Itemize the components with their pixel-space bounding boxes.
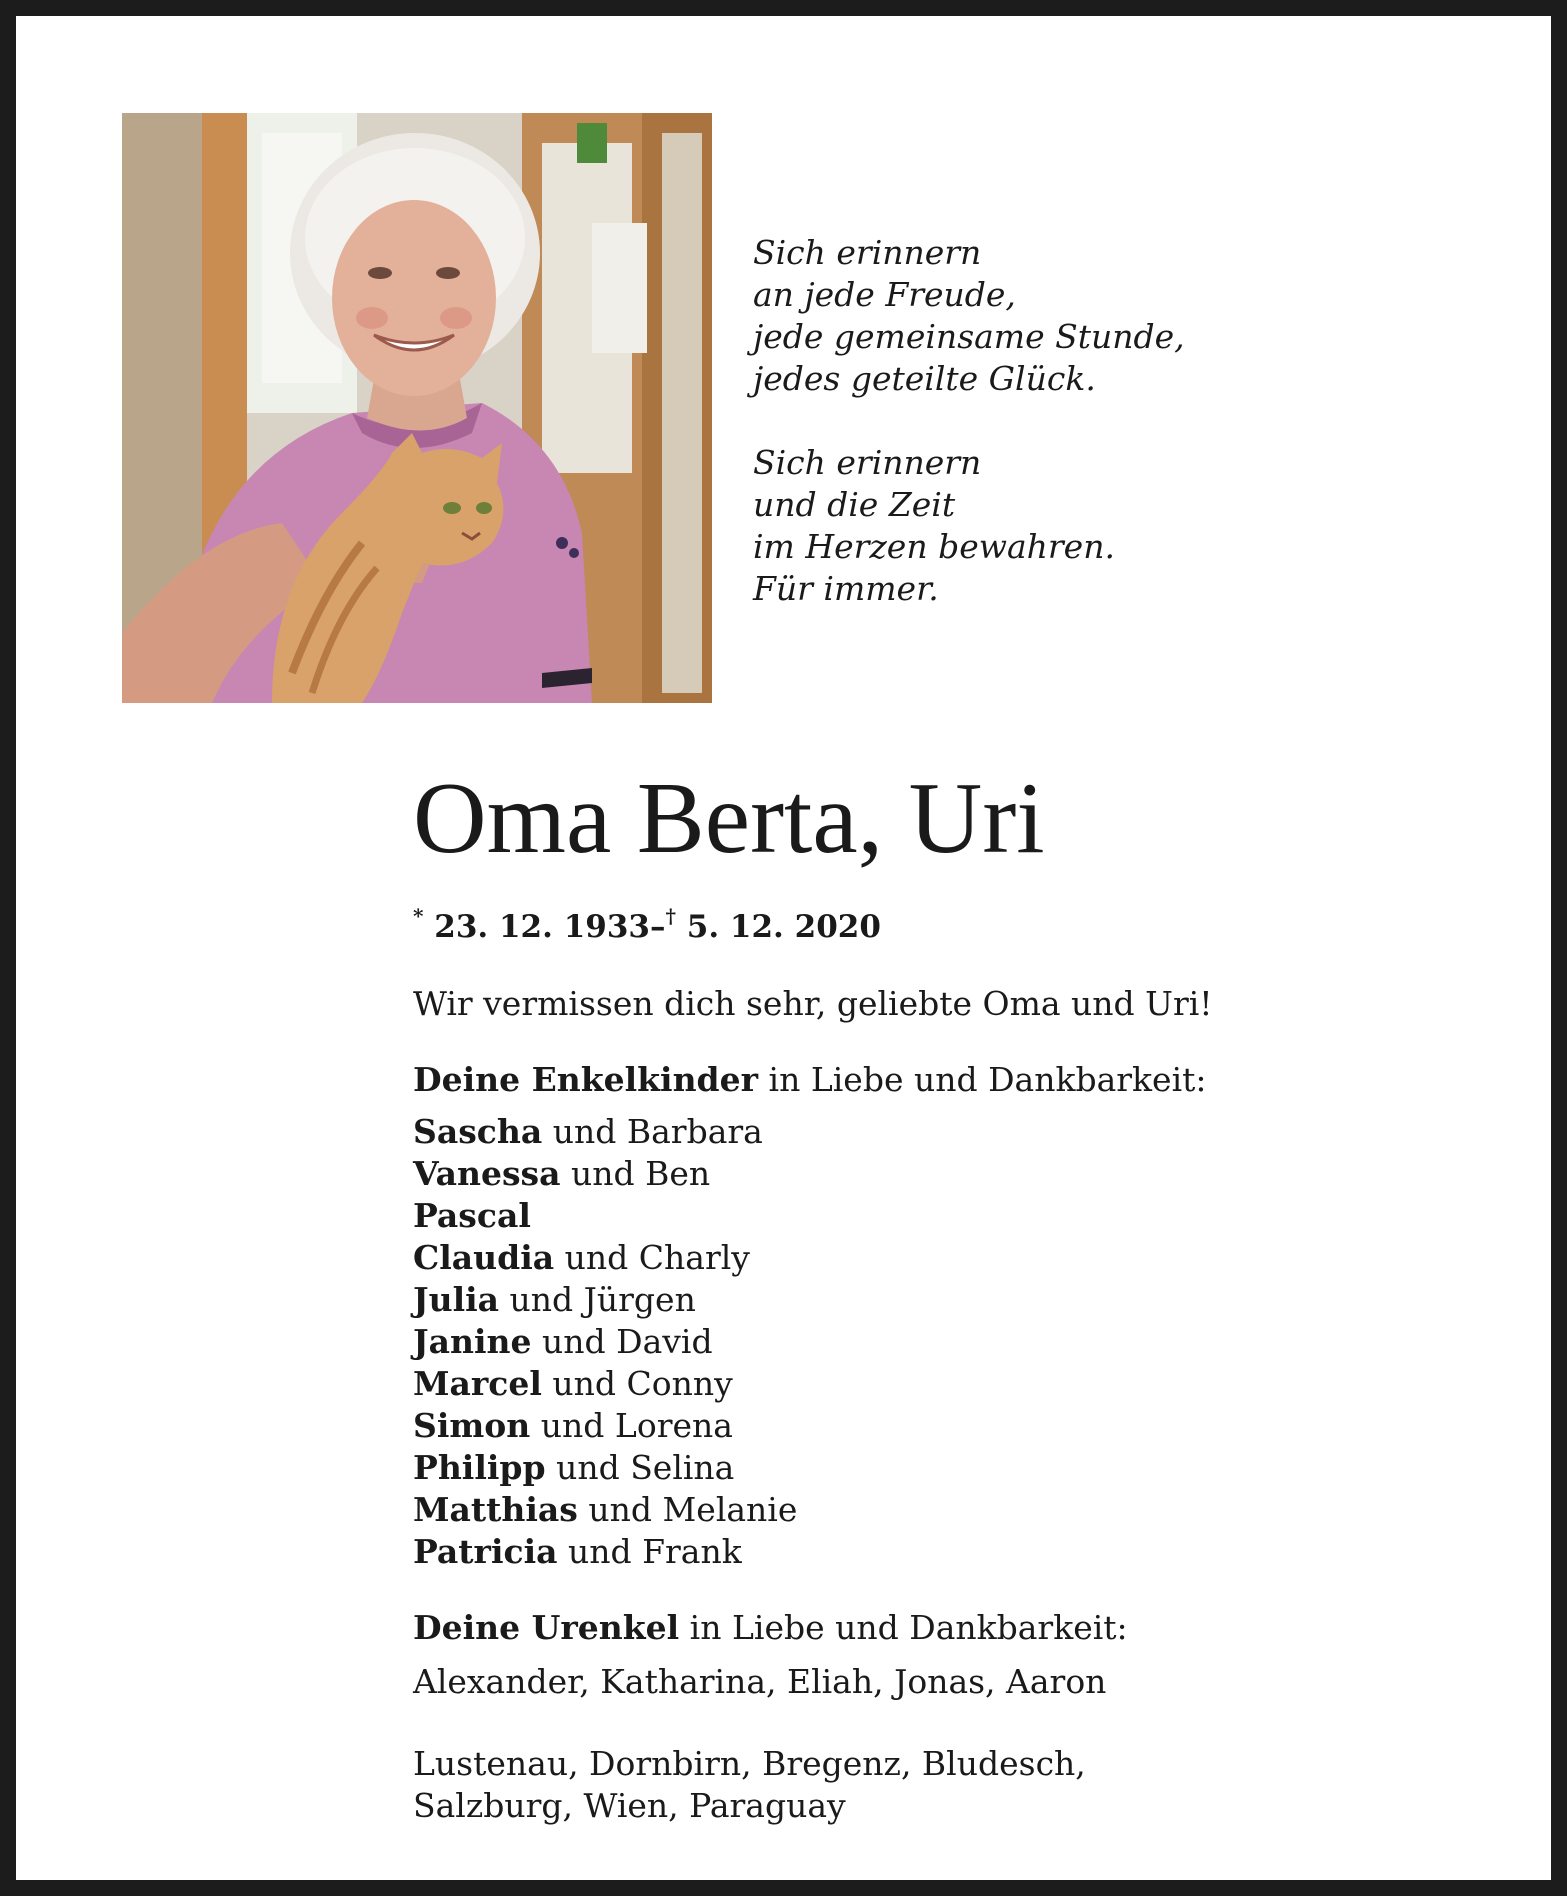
- great-grandchildren-heading-bold: Deine Urenkel: [413, 1608, 680, 1647]
- obituary-content: [413, 764, 1513, 1827]
- list-item: [413, 1489, 1513, 1531]
- places-line: Lustenau, Dornbirn, Bregenz, Bludesch,: [413, 1744, 1086, 1783]
- great-grandchildren-heading: [413, 1607, 1513, 1649]
- grandchild-name: Vanessa: [413, 1154, 561, 1193]
- partner-name: und Charly: [554, 1238, 750, 1277]
- memorial-poem: [753, 232, 1185, 652]
- poem-line: Sich erinnern: [753, 233, 982, 272]
- list-item: [413, 1111, 1513, 1153]
- list-item: [413, 1237, 1513, 1279]
- list-item: [413, 1321, 1513, 1363]
- deceased-name: Oma Berta, Uri: [413, 762, 1045, 875]
- great-grandchildren-names: Alexander, Katharina, Eliah, Jonas, Aaron: [413, 1662, 1107, 1701]
- grandchildren-heading: [413, 1059, 1513, 1101]
- poem-stanza-2: [753, 442, 1185, 610]
- partner-name: und Frank: [557, 1532, 742, 1571]
- death-date: 5. 12. 2020: [686, 909, 881, 945]
- memorial-message: Wir vermissen dich sehr, geliebte Oma und Uri!: [413, 984, 1213, 1023]
- grandchild-name: Claudia: [413, 1238, 555, 1277]
- poem-line: Sich erinnern: [753, 443, 982, 482]
- partner-name: und David: [531, 1322, 713, 1361]
- places-line: Salzburg, Wien, Paraguay: [413, 1786, 846, 1825]
- list-item: [413, 1279, 1513, 1321]
- partner-name: und Melanie: [577, 1490, 798, 1529]
- partner-name: und Selina: [545, 1448, 735, 1487]
- death-symbol: †: [665, 904, 676, 928]
- list-item: [413, 1405, 1513, 1447]
- birth-date: 23. 12. 1933: [434, 909, 650, 945]
- grandchild-name: Philipp: [413, 1448, 546, 1487]
- poem-line: an jede Freude,: [753, 275, 1016, 314]
- grandchildren-heading-bold: Deine Enkelkinder: [413, 1060, 759, 1099]
- life-dates: [413, 896, 1513, 947]
- birth-symbol: *: [413, 904, 424, 928]
- grandchild-name: Marcel: [413, 1364, 542, 1403]
- partner-name: und Conny: [541, 1364, 733, 1403]
- great-grandchildren-heading-rest: in Liebe und Dankbarkeit:: [679, 1608, 1128, 1647]
- grandchild-name: Sascha: [413, 1112, 543, 1151]
- grandchild-name: Matthias: [413, 1490, 578, 1529]
- partner-name: und Lorena: [530, 1406, 733, 1445]
- grandchild-name: Patricia: [413, 1532, 558, 1571]
- poem-stanza-1: [753, 232, 1185, 400]
- portrait-photo: [122, 113, 712, 703]
- partner-name: und Jürgen: [499, 1280, 696, 1319]
- grandchild-name: Janine: [413, 1322, 532, 1361]
- date-separator: –: [650, 909, 666, 945]
- grandchild-name: Julia: [413, 1280, 500, 1319]
- grandchildren-heading-rest: in Liebe und Dankbarkeit:: [758, 1060, 1207, 1099]
- grandchild-name: Simon: [413, 1406, 531, 1445]
- list-item: [413, 1447, 1513, 1489]
- poem-line: im Herzen bewahren.: [753, 527, 1115, 566]
- poem-line: Für immer.: [753, 569, 939, 608]
- list-item: [413, 1195, 1513, 1237]
- grandchildren-list: [413, 1111, 1513, 1573]
- partner-name: und Barbara: [542, 1112, 763, 1151]
- list-item: [413, 1363, 1513, 1405]
- poem-line: jede gemeinsame Stunde,: [753, 317, 1185, 356]
- partner-name: und Ben: [560, 1154, 711, 1193]
- poem-line: und die Zeit: [753, 485, 956, 524]
- poem-line: jedes geteilte Glück.: [753, 359, 1096, 398]
- list-item: [413, 1153, 1513, 1195]
- grandchild-name: Pascal: [413, 1196, 531, 1235]
- family-places: [413, 1743, 1513, 1827]
- list-item: [413, 1531, 1513, 1573]
